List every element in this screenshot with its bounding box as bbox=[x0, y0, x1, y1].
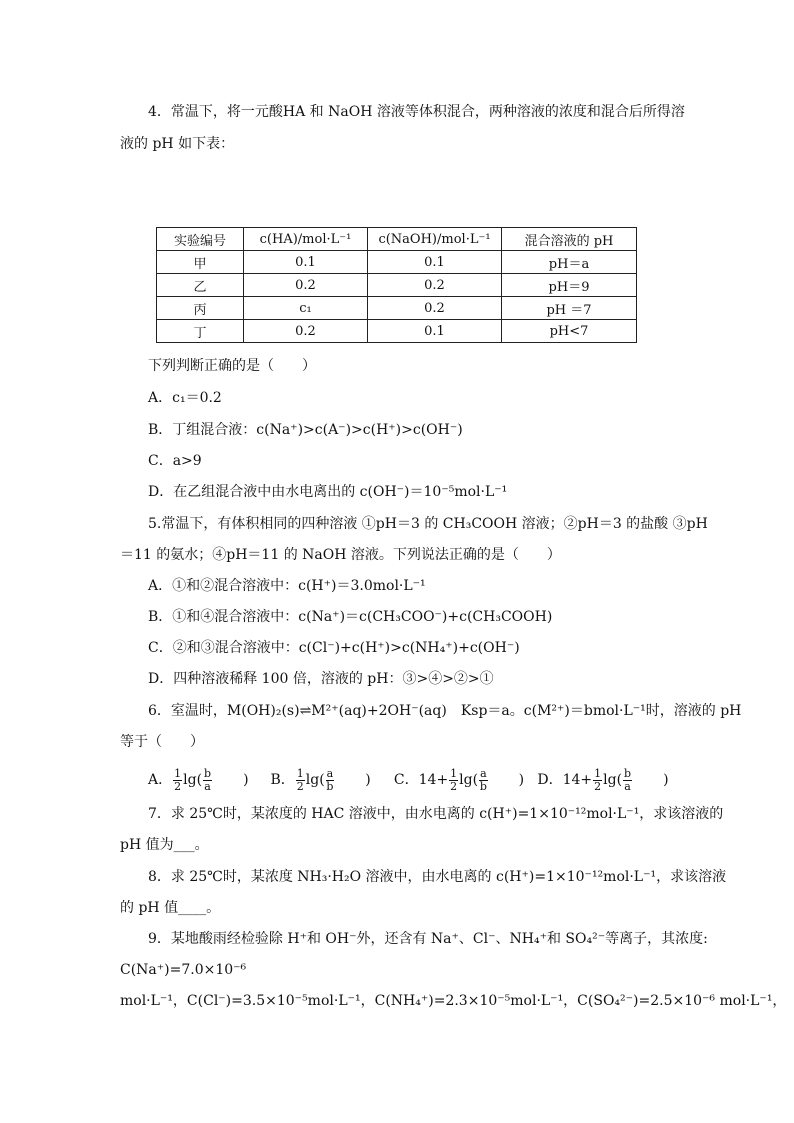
fraction-denominator: 2 bbox=[450, 779, 458, 793]
table-cell: 0.2 bbox=[368, 274, 502, 297]
ratio-fraction bbox=[623, 768, 632, 793]
table-header: c(HA)/mol·L⁻¹ bbox=[244, 228, 368, 251]
table-cell: 0.1 bbox=[368, 251, 502, 274]
option-prefix: 14+ bbox=[418, 772, 449, 788]
q9-line3: mol·L⁻¹，C(Cl⁻)=3.5×10⁻⁵mol·L⁻¹，C(NH₄⁺)=2.3×10⁻⁵mol·L⁻¹，C(SO₄²⁻)=2.5×10⁻⁶ mol·L⁻¹， bbox=[120, 993, 787, 1009]
table-cell: 甲 bbox=[157, 251, 244, 274]
ratio-fraction bbox=[203, 768, 212, 793]
close-paren: ) bbox=[663, 772, 669, 788]
q4-option-c: C．a>9 bbox=[148, 453, 202, 469]
q5-option-b: B．①和④混合溶液中：c(Na⁺)＝c(CH₃COO⁻)+c(CH₃COOH) bbox=[148, 609, 553, 625]
q7-line1: 7．求 25℃时，某浓度的 HAC 溶液中，由水电离的 c(H⁺)=1×10⁻¹²mol·L⁻¹，求该溶液的 bbox=[148, 806, 724, 822]
close-paren: ) bbox=[518, 772, 525, 788]
q9-line1: 9．某地酸雨经检验除 H⁺和 OH⁻外，还含有 Na⁺、Cl⁻、NH₄⁺和 SO₄²⁻等离子，其浓度: bbox=[148, 931, 708, 947]
q7-line2: pH 值为___。 bbox=[120, 837, 209, 853]
q5-option-d: D．四种溶液稀释 100 倍，溶液的 pH：③>④>②>① bbox=[148, 671, 494, 687]
fraction-denominator: 2 bbox=[594, 779, 602, 793]
table-row bbox=[157, 297, 637, 320]
fraction-denominator: b bbox=[326, 779, 334, 793]
lg-label: lg( bbox=[183, 772, 203, 788]
fraction-denominator: 2 bbox=[296, 779, 304, 793]
fraction-numerator: b bbox=[624, 766, 632, 780]
table-cell: 0.2 bbox=[244, 320, 368, 343]
fraction-denominator: b bbox=[479, 779, 487, 793]
table-row bbox=[157, 320, 637, 343]
half-fraction bbox=[449, 768, 458, 793]
fraction-denominator: 2 bbox=[174, 779, 182, 793]
q6-line2: 等于（ ） bbox=[120, 734, 204, 750]
ratio-fraction bbox=[326, 768, 335, 793]
q9-line2: C(Na⁺)=7.0×10⁻⁶ bbox=[120, 962, 247, 978]
close-paren: ) bbox=[365, 772, 371, 788]
option-label: D． bbox=[537, 772, 563, 788]
fraction-denominator: a bbox=[624, 779, 631, 793]
option-prefix: 14+ bbox=[562, 772, 593, 788]
lg-label: lg( bbox=[459, 772, 479, 788]
table-header: 混合溶液的 pH bbox=[502, 228, 637, 251]
q5-line2: ＝11 的氨水；④pH＝11 的 NaOH 溶液。下列说法正确的是（ ） bbox=[120, 547, 561, 563]
lg-label: lg( bbox=[305, 772, 325, 788]
fraction-numerator: 1 bbox=[450, 766, 458, 780]
q6-option-a bbox=[148, 764, 266, 796]
table-cell: 0.2 bbox=[244, 274, 368, 297]
table-row bbox=[157, 274, 637, 297]
q6-option-c bbox=[394, 764, 533, 796]
table-cell: c₁ bbox=[244, 297, 368, 320]
fraction-denominator: a bbox=[204, 779, 211, 793]
close-paren: ) bbox=[243, 772, 249, 788]
table-cell: 乙 bbox=[157, 274, 244, 297]
q8-line2: 的 pH 值____。 bbox=[120, 900, 221, 916]
q4-option-b: B．丁组混合液：c(Na⁺)>c(A⁻)>c(H⁺)>c(OH⁻) bbox=[148, 422, 463, 438]
q4-prompt: 下列判断正确的是（ ） bbox=[148, 358, 316, 374]
q5-line1: 5.常温下，有体积相同的四种溶液 ①pH＝3 的 CH₃COOH 溶液；②pH＝3 的盐酸 ③pH bbox=[148, 516, 708, 532]
half-fraction bbox=[173, 768, 182, 793]
q5-option-a: A．①和②混合溶液中：c(H⁺)＝3.0mol·L⁻¹ bbox=[148, 578, 426, 594]
q4-line2: 液的 pH 如下表： bbox=[120, 136, 235, 152]
half-fraction bbox=[296, 768, 305, 793]
table-cell: pH＝9 bbox=[502, 274, 637, 297]
table-cell: 丙 bbox=[157, 297, 244, 320]
q4-line1: 4．常温下，将一元酸HA 和 NaOH 溶液等体积混合，两种溶液的浓度和混合后所得溶 bbox=[148, 104, 685, 120]
table-header-row bbox=[157, 228, 637, 251]
half-fraction bbox=[593, 768, 602, 793]
table-cell: 0.2 bbox=[368, 297, 502, 320]
q6-options bbox=[148, 764, 669, 796]
table-cell: pH ＝7 bbox=[502, 297, 637, 320]
table-cell: pH<7 bbox=[502, 320, 637, 343]
fraction-numerator: 1 bbox=[296, 766, 304, 780]
q5-option-c: C．②和③混合溶液中：c(Cl⁻)+c(H⁺)>c(NH₄⁺)+c(OH⁻) bbox=[148, 640, 520, 656]
table-row bbox=[157, 251, 637, 274]
ratio-fraction bbox=[479, 768, 488, 793]
q4-option-a: A．c₁＝0.2 bbox=[148, 390, 222, 406]
q6-option-d bbox=[537, 764, 668, 796]
option-label: B． bbox=[270, 772, 295, 788]
table-cell: 0.1 bbox=[244, 251, 368, 274]
fraction-numerator: 1 bbox=[174, 766, 182, 780]
fraction-numerator: a bbox=[326, 766, 334, 780]
table-cell: pH＝a bbox=[502, 251, 637, 274]
option-label: A． bbox=[148, 772, 173, 788]
table-header: c(NaOH)/mol·L⁻¹ bbox=[368, 228, 502, 251]
table-cell: 0.1 bbox=[368, 320, 502, 343]
q6-line1: 6．室温时，M(OH)₂(s)⇌M²⁺(aq)+2OH⁻(aq) Ksp＝a。c(M²⁺)＝bmol·L⁻¹时，溶液的 pH bbox=[148, 703, 742, 719]
q4-option-d: D．在乙组混合液中由水电离出的 c(OH⁻)＝10⁻⁵mol·L⁻¹ bbox=[148, 484, 508, 500]
fraction-numerator: a bbox=[480, 766, 487, 780]
table-header: 实验编号 bbox=[157, 228, 244, 251]
lg-label: lg( bbox=[603, 772, 623, 788]
fraction-numerator: b bbox=[204, 766, 212, 780]
experiment-table bbox=[156, 227, 637, 343]
q6-option-b bbox=[270, 764, 389, 796]
table-cell: 丁 bbox=[157, 320, 244, 343]
fraction-numerator: 1 bbox=[594, 766, 602, 780]
q8-line1: 8．求 25℃时，某浓度 NH₃·H₂O 溶液中，由水电离的 c(H⁺)=1×10⁻¹²mol·L⁻¹，求该溶液 bbox=[148, 869, 727, 885]
option-label: C． bbox=[393, 772, 419, 788]
